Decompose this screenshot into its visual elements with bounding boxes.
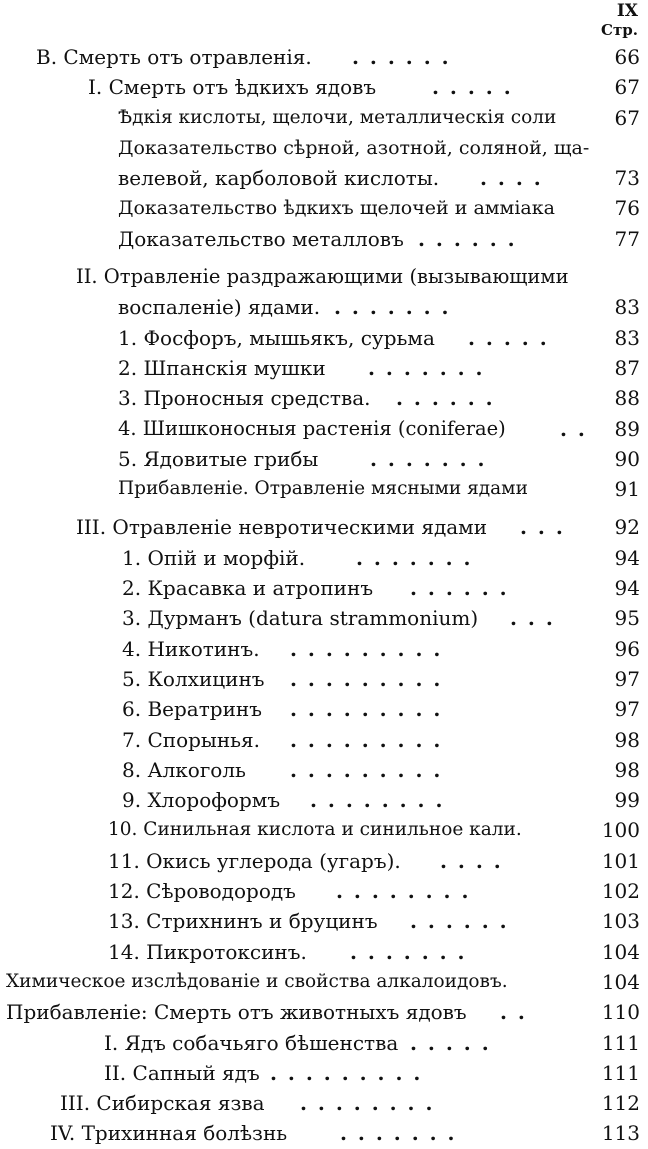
dot-leader: . . . . . . . . . — [270, 1060, 423, 1085]
dot-leader: . . . . . . . . . — [290, 666, 443, 691]
toc-entry-title: Прибавленіе. Отравленіе мясными ядами — [118, 478, 528, 500]
toc-entry-page: 67 — [614, 75, 640, 100]
dot-leader: . . . . . . . . . — [290, 757, 443, 782]
toc-entry — [0, 72, 648, 102]
dot-leader: . . . . . . . — [334, 295, 451, 320]
toc-entry-title: 14. Пикротоксинъ. — [108, 939, 307, 964]
toc-entry — [0, 224, 648, 254]
toc-entry-page: 67 — [614, 105, 640, 130]
toc-entry-title: велевой, карболовой кислоты. — [118, 166, 440, 191]
page-column-label: Стр. — [601, 21, 638, 39]
toc-entry — [0, 543, 648, 573]
dot-leader: . . . . . . . . — [300, 1091, 435, 1116]
toc-entry — [0, 967, 648, 997]
toc-entry-title: Доказательство металловъ — [118, 226, 404, 251]
toc-entry-title: Прибавленіе: Смерть отъ животныхъ ядовъ — [6, 1000, 467, 1025]
toc-entry-page: 88 — [614, 386, 640, 411]
toc-entry — [0, 42, 648, 72]
toc-entry — [0, 755, 648, 785]
toc-entry-title: II. Сапный ядъ — [104, 1060, 260, 1085]
toc-entry — [0, 414, 648, 444]
toc-entry-page: 100 — [601, 818, 640, 843]
toc-entry — [0, 603, 648, 633]
toc-entry-title: 7. Спорынья. — [122, 727, 261, 752]
dot-leader: . . . . — [440, 848, 503, 873]
toc-entry-title: 5. Колхицинъ — [122, 666, 265, 691]
dot-leader: . . — [500, 1000, 527, 1025]
toc-entry-page: 97 — [614, 697, 640, 722]
dot-leader: . . — [560, 416, 587, 441]
dot-leader: . . . . . . . — [350, 939, 467, 964]
toc-entry-title: 12. Сѣроводородъ — [108, 879, 296, 904]
dot-leader: . . . . . . . — [340, 1121, 457, 1146]
dot-leader: . . . . . . — [396, 386, 495, 411]
toc-entry-title: В. Смерть отъ отравленія. — [36, 45, 312, 69]
table-of-contents — [0, 42, 648, 1149]
toc-entry — [0, 1118, 648, 1148]
toc-entry — [0, 163, 648, 193]
toc-entry-page: 76 — [614, 196, 640, 221]
dot-leader: . . . . . . . — [368, 355, 485, 380]
toc-entry-title: I. Смерть отъ ѣдкихъ ядовъ — [88, 75, 377, 100]
toc-entry-page: 87 — [614, 355, 640, 380]
toc-entry-page: 110 — [601, 1000, 640, 1025]
toc-entry — [0, 815, 648, 845]
toc-entry — [0, 262, 648, 292]
toc-entry-title: II. Отравленіе раздражающими (вызывающими — [76, 265, 569, 289]
toc-entry-title: 5. Ядовитые грибы — [118, 446, 319, 471]
toc-entry-title: 4. Никотинъ. — [122, 636, 260, 661]
toc-entry — [0, 103, 648, 133]
dot-leader: . . . . . . . . . — [290, 727, 443, 752]
toc-entry-page: 113 — [601, 1121, 640, 1146]
toc-entry-page: 102 — [601, 879, 640, 904]
toc-entry — [0, 573, 648, 603]
dot-leader: . . . . . . . . — [336, 879, 471, 904]
dot-leader: . . . . . . . . . — [290, 697, 443, 722]
toc-entry-page: 94 — [614, 545, 640, 570]
page-header — [601, 2, 638, 40]
toc-entry-title: IV. Трихинная болѣзнь — [50, 1121, 288, 1146]
toc-entry-page: 99 — [614, 788, 640, 813]
toc-entry-title: 1. Опій и морфій. — [122, 545, 306, 570]
toc-entry — [0, 876, 648, 906]
toc-entry-title: 13. Стрихнинъ и бруцинъ — [108, 909, 378, 934]
toc-entry-title: 8. Алкоголь — [122, 757, 246, 782]
toc-entry-title: III. Отравленіе невротическими ядами — [76, 515, 488, 540]
toc-entry-page: 73 — [614, 166, 640, 191]
toc-entry-title: 3. Дурманъ (datura strammonium) — [122, 606, 479, 631]
toc-entry — [0, 474, 648, 504]
toc-entry-page: 111 — [601, 1030, 640, 1055]
toc-entry-title: 6. Вератринъ — [122, 697, 262, 722]
toc-entry-page: 95 — [614, 606, 640, 631]
toc-entry-page: 111 — [601, 1060, 640, 1085]
dot-leader: . . . . . . — [352, 45, 451, 69]
toc-entry-title: воспаленіе) ядами. — [118, 295, 321, 320]
dot-leader: . . . . . . — [410, 909, 509, 934]
toc-entry-page: 94 — [614, 576, 640, 601]
toc-entry — [0, 634, 648, 664]
toc-entry-page: 104 — [601, 939, 640, 964]
toc-entry-page: 92 — [614, 515, 640, 540]
toc-entry-title: 2. Шпанскія мушки — [118, 355, 326, 380]
dot-leader: . . . . . . . . — [310, 788, 445, 813]
toc-entry — [0, 323, 648, 353]
toc-entry-title: 4. Шишконосныя растенія (coniferae) — [118, 416, 506, 440]
toc-entry-page: 97 — [614, 666, 640, 691]
dot-leader: . . . . . . — [410, 576, 509, 601]
toc-entry-page: 90 — [614, 446, 640, 471]
toc-entry-title: III. Сибирская язва — [60, 1091, 265, 1116]
roman-page-number: IX — [616, 1, 638, 21]
toc-entry — [0, 906, 648, 936]
toc-entry — [0, 725, 648, 755]
toc-entry-page: 91 — [614, 477, 640, 502]
dot-leader: . . . — [510, 606, 555, 631]
toc-entry-title: Ѣдкія кислоты, щелочи, металлическія соли — [118, 106, 557, 128]
toc-entry — [0, 512, 648, 542]
toc-entry — [0, 785, 648, 815]
toc-entry — [0, 937, 648, 967]
toc-entry-title: Доказательство ѣдкихъ щелочей и амміака — [118, 197, 555, 220]
toc-entry-title: I. Ядъ собачьяго бѣшенства — [104, 1030, 399, 1055]
dot-leader: . . . . . . — [418, 226, 517, 251]
toc-entry-page: 83 — [614, 295, 640, 320]
toc-entry-title: Химическое изслѣдованіе и свойства алкалоидовъ. — [6, 970, 508, 992]
toc-entry-title: Доказательство сѣрной, азотной, соляной, ща- — [118, 136, 590, 159]
toc-entry — [0, 383, 648, 413]
toc-entry — [0, 193, 648, 223]
toc-entry-page: 104 — [601, 969, 640, 994]
toc-entry-page: 98 — [614, 757, 640, 782]
toc-entry-title: 1. Фосфоръ, мышьякъ, сурьма — [118, 325, 435, 350]
toc-entry — [0, 133, 648, 163]
toc-entry — [0, 1088, 648, 1118]
toc-entry-page: 77 — [614, 226, 640, 251]
dot-leader: . . . . . . . . . — [290, 636, 443, 661]
toc-entry-title: 2. Красавка и атропинъ — [122, 576, 374, 601]
toc-entry-title: 11. Окись углерода (угаръ). — [108, 848, 401, 873]
dot-leader: . . . — [520, 515, 565, 540]
dot-leader: . . . . . . . — [370, 446, 487, 471]
toc-entry — [0, 1028, 648, 1058]
toc-entry — [0, 353, 648, 383]
toc-entry-page: 89 — [614, 416, 640, 441]
dot-leader: . . . . — [480, 166, 543, 191]
dot-leader: . . . . . . . — [356, 545, 473, 570]
toc-entry — [0, 694, 648, 724]
toc-entry — [0, 846, 648, 876]
toc-entry-page: 98 — [614, 727, 640, 752]
toc-entry-page: 101 — [601, 848, 640, 873]
toc-entry-page: 112 — [601, 1091, 640, 1116]
toc-entry — [0, 444, 648, 474]
toc-entry-page: 83 — [614, 325, 640, 350]
toc-entry-page: 66 — [614, 45, 640, 69]
toc-entry — [0, 997, 648, 1027]
dot-leader: . . . . . — [468, 325, 549, 350]
toc-entry — [0, 1058, 648, 1088]
toc-entry-title: 9. Хлороформъ — [122, 788, 281, 813]
toc-entry-title: 10. Синильная кислота и синильное кали. — [108, 819, 522, 841]
toc-entry-page: 96 — [614, 636, 640, 661]
toc-entry-page: 103 — [601, 909, 640, 934]
toc-entry — [0, 292, 648, 322]
toc-entry — [0, 664, 648, 694]
dot-leader: . . . . . — [432, 75, 513, 100]
dot-leader: . . . . . — [410, 1030, 491, 1055]
toc-entry-title: 3. Проносныя средства. — [118, 386, 371, 411]
